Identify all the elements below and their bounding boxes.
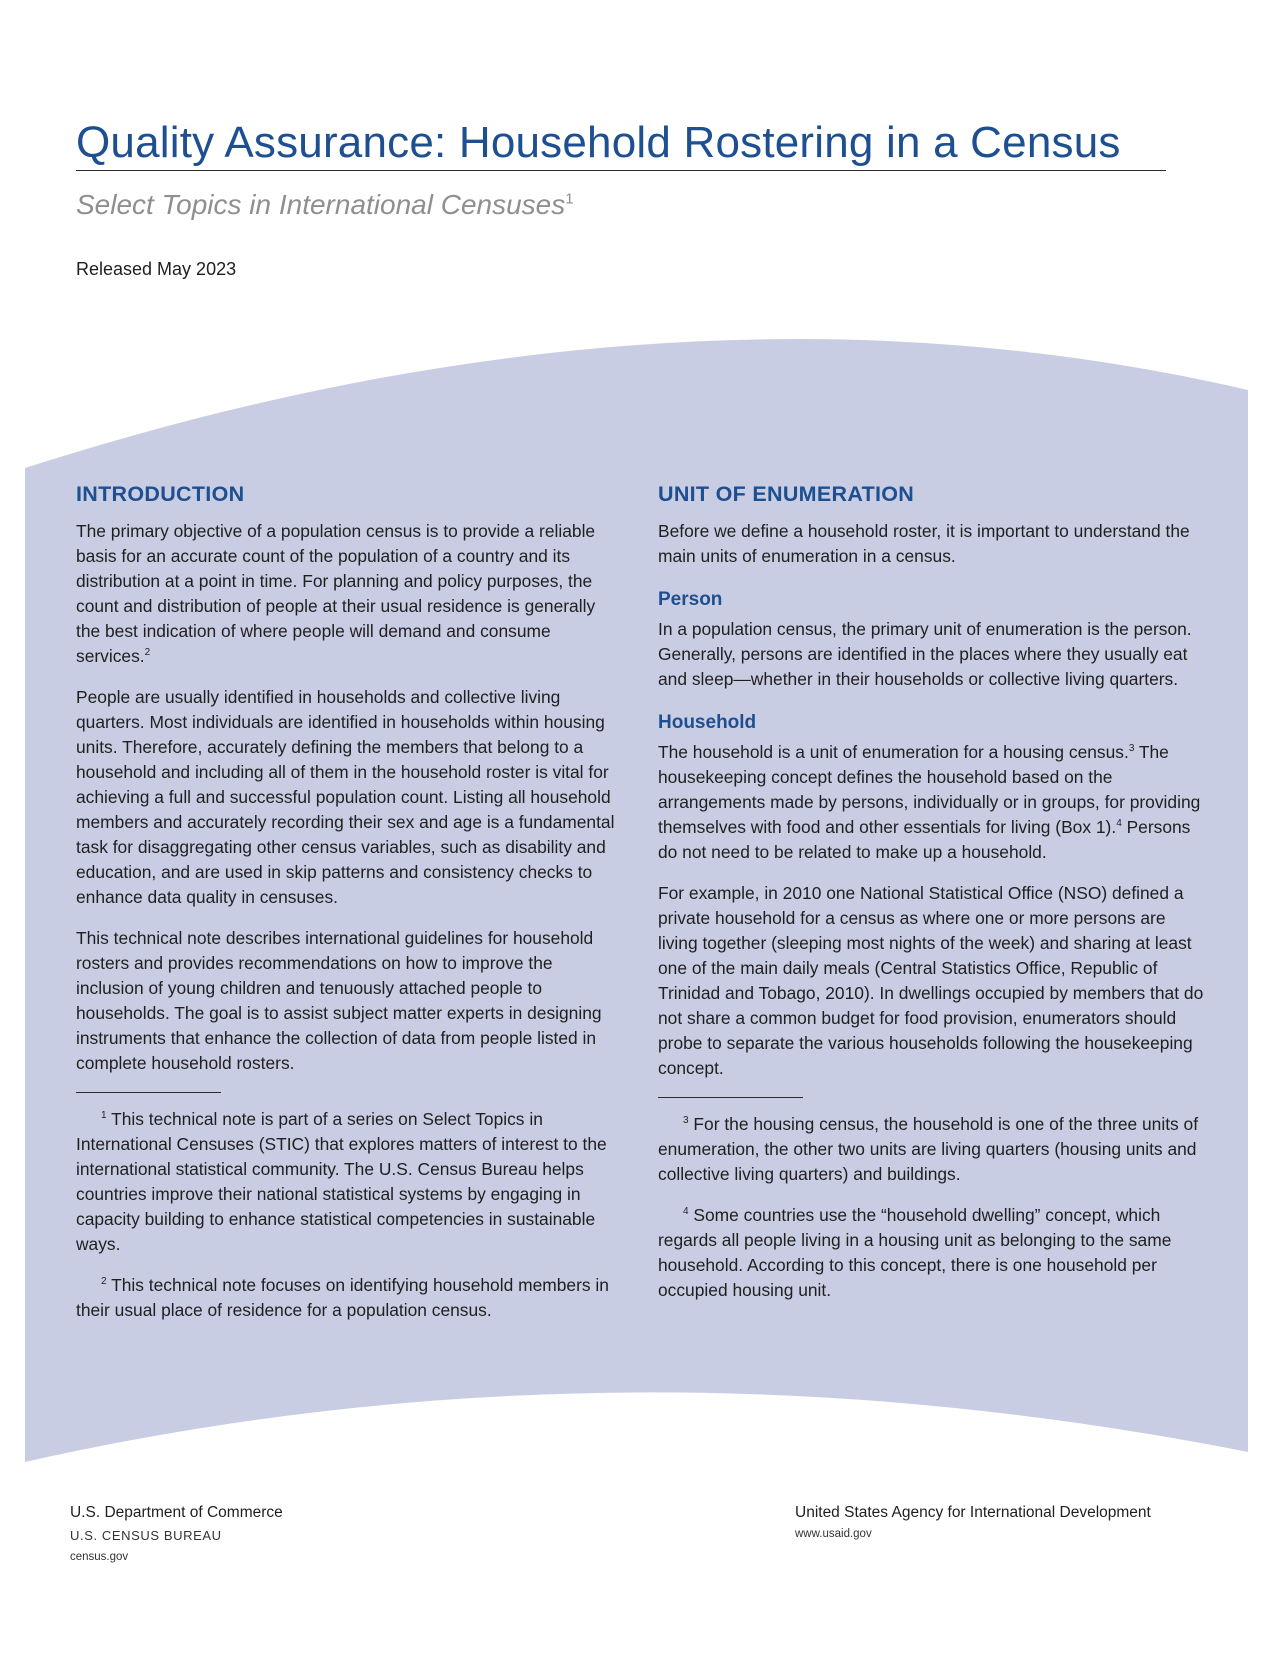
household-paragraph (658, 740, 1208, 865)
enumeration-heading: UNIT OF ENUMERATION (658, 482, 915, 506)
household-text-a: The household is a unit of enumeration for a housing census. (658, 742, 1129, 762)
footnote-4-text: Some countries use the “household dwelling” concept, which regards all people living in a housing unit as belonging to the same household. According to this concept, there is one household per occupied housing unit. (658, 1205, 1172, 1300)
household-text-b: The housekeeping concept defines the household based on the arrangements made by persons, individually or in groups, for providing themselves with food and other essentials for living (Box 1). (658, 742, 1201, 837)
footer-usaid (795, 1504, 1151, 1540)
footnote-1 (76, 1107, 621, 1257)
footnote-ref-2[interactable]: 2 (144, 647, 151, 659)
footnote-rule (76, 1092, 221, 1093)
enumeration-column (658, 482, 1208, 1319)
intro-paragraph-1 (76, 519, 621, 669)
subtitle-footnote-mark[interactable]: 1 (565, 190, 574, 208)
intro-paragraph-3: This technical note describes international guidelines for household rosters and provides recommendations on how to improve the inclusion of young children and tenuously attached people to households. The goal is to assist subject matter experts in designing instruments that enhance the collection of data from people listed in complete household rosters. (76, 928, 602, 1073)
footer-department: U.S. Department of Commerce (70, 1504, 283, 1521)
title-rule (76, 170, 1166, 171)
census-link[interactable]: census.gov (70, 1551, 129, 1563)
example-paragraph: For example, in 2010 one National Statistical Office (NSO) defined a private household for a census as where one or more persons are living together (sleeping most nights of the week) and sharing at least one of the main daily meals (Central Statistics Office, Republic of Trinidad and Tobago, 2010). In dwellings occupied by members that do not share a common budget for food provision, enumerators should probe to separate the various households following the housekeeping concept. (658, 883, 1204, 1078)
footnote-1-text: This technical note is part of a series on Select Topics in International Censuses (STIC) that explores matters of interest to the international statistical community. The U.S. Census Bureau helps countries improve their national statistical systems by engaging in capacity building to enhance statistical competencies in sustainable ways. (76, 1109, 607, 1254)
footer-bureau: U.S. CENSUS BUREAU (70, 1528, 222, 1543)
footnote-1-mark: 1 (101, 1110, 107, 1122)
footnote-2-text: This technical note focuses on identifying household members in their usual place of residence for a population census. (76, 1275, 609, 1320)
footer-agency: United States Agency for International Development (795, 1504, 1151, 1521)
release-date: Released May 2023 (76, 259, 237, 279)
enumeration-intro: Before we define a household roster, it is important to understand the main units of enumeration in a census. (658, 521, 1190, 566)
intro-paragraph-2: People are usually identified in households and collective living quarters. Most individuals are identified in households within housing units. Therefore, accurately defining the members that belong to a household and including all of them in the household roster is vital for achieving a full and successful population count. Listing all household members and accurately recording their sex and age is a fundamental task for disaggregating other census variables, such as disability and education, and are used in skip patterns and consistency checks to enhance data quality in censuses. (76, 687, 615, 907)
footnote-4 (658, 1203, 1208, 1303)
header (76, 118, 1166, 280)
footer-commerce (70, 1504, 283, 1563)
household-heading: Household (658, 712, 757, 733)
page-subtitle (76, 189, 1166, 221)
person-heading: Person (658, 589, 723, 610)
subtitle-text: Select Topics in International Censuses (76, 189, 566, 220)
footnote-rule (658, 1097, 803, 1098)
intro-paragraph-1-text: The primary objective of a population census is to provide a reliable basis for an accurate count of the population of a country and its distribution at a point in time. For planning and policy purposes, the count and distribution of people at their usual residence is generally the best indication of where people will demand and consume services. (76, 521, 596, 666)
person-paragraph: In a population census, the primary unit of enumeration is the person. Generally, persons are identified in the places where they usually eat and sleep—whether in their households or collective living quarters. (658, 619, 1192, 689)
footnote-2 (76, 1273, 621, 1323)
footnote-4-mark: 4 (683, 1206, 689, 1218)
introduction-heading: INTRODUCTION (76, 482, 245, 506)
footnote-ref-3[interactable]: 3 (1128, 743, 1135, 755)
household-text-c: Persons do not need to be related to make up a household. (658, 817, 1191, 862)
footnote-3 (658, 1112, 1208, 1187)
footnote-3-text: For the housing census, the household is one of the three units of enumeration, the other two units are living quarters (housing units and collective living quarters) and buildings. (658, 1114, 1199, 1184)
footnote-ref-4[interactable]: 4 (1116, 818, 1122, 830)
page-title: Quality Assurance: Household Rostering in a Census (76, 118, 1121, 167)
footnote-2-mark: 2 (101, 1276, 107, 1288)
usaid-link[interactable]: www.usaid.gov (795, 1528, 872, 1540)
introduction-column (76, 482, 621, 1339)
footnote-3-mark: 3 (683, 1115, 689, 1127)
